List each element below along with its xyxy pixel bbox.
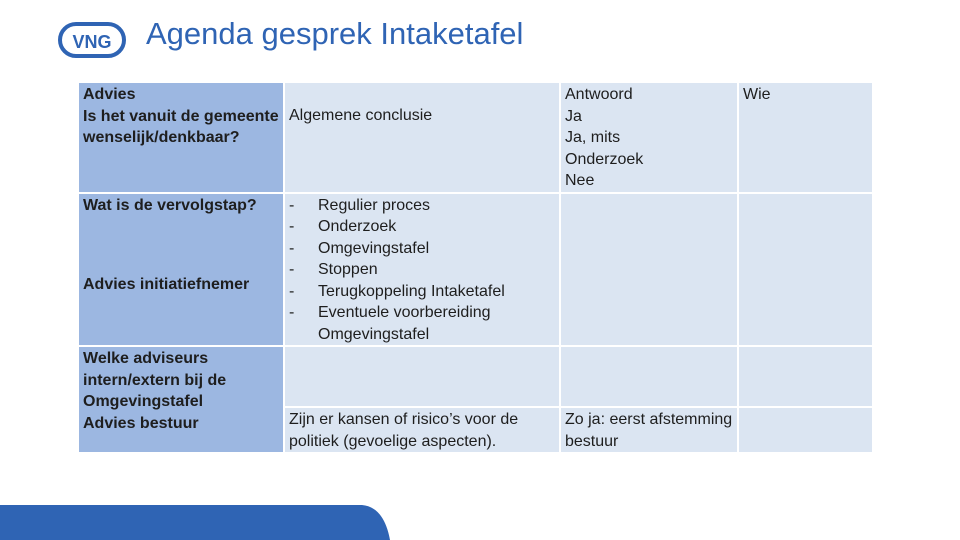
question-advies-initiatiefnemer: Advies initiatiefnemer (83, 276, 250, 293)
vng-logo (58, 20, 128, 60)
bestuur-text-cell (284, 407, 560, 453)
question-advies-bestuur: Advies bestuur (83, 414, 199, 432)
steps-cell (284, 193, 560, 347)
answer-cell (560, 407, 738, 453)
steps-list (289, 195, 555, 346)
question-cell (78, 82, 284, 193)
logo-text: VNG (72, 32, 112, 52)
answer-cell (560, 82, 738, 193)
list-item: - Stoppen (289, 261, 378, 278)
wie-cell (738, 346, 873, 407)
table-row (78, 82, 873, 193)
question-cell (78, 346, 284, 453)
agenda-table (77, 81, 874, 454)
answer-option: Ja, mits (565, 129, 621, 146)
list-item: - Regulier proces (289, 196, 431, 214)
question-cell (78, 193, 284, 347)
column-header-wie: Wie (743, 86, 771, 103)
wie-cell (738, 193, 873, 347)
wie-cell (738, 407, 873, 453)
table-row (78, 346, 873, 407)
question-adviseurs: Welke adviseurs intern/extern bij de Omgevingstafel (83, 350, 227, 410)
table-row (78, 193, 873, 347)
question-vervolgstap: Wat is de vervolgstap? (83, 196, 257, 214)
bestuur-answer: Zo ja: eerst afstemming bestuur (565, 411, 733, 450)
column-header-antwoord: Antwoord (565, 86, 633, 103)
answer-cell (560, 346, 738, 407)
question-wenselijk: Is het vanuit de gemeente wenselijk/denkbaar? (83, 107, 279, 146)
list-item: - Omgevingstafel (289, 239, 430, 257)
list-item: - Eventuele voorbereiding Omgevingstafel (289, 304, 491, 343)
list-item: - Onderzoek (289, 218, 397, 235)
empty-cell (284, 346, 560, 407)
page-title: Agenda gesprek Intaketafel (146, 16, 524, 51)
list-item: - Terugkoppeling Intaketafel (289, 282, 505, 300)
wie-cell (738, 82, 873, 193)
footer-wave (0, 505, 390, 540)
answer-cell (560, 193, 738, 347)
column-header-advies: Advies (83, 86, 136, 103)
answer-option: Nee (565, 172, 595, 189)
conclusion-cell (284, 82, 560, 193)
bestuur-text: Zijn er kansen of risico’s voor de politiek (gevoelige aspecten). (289, 411, 519, 450)
answer-option: Ja (565, 107, 582, 125)
answer-option: Onderzoek (565, 150, 644, 168)
conclusion-label: Algemene conclusie (289, 107, 433, 124)
